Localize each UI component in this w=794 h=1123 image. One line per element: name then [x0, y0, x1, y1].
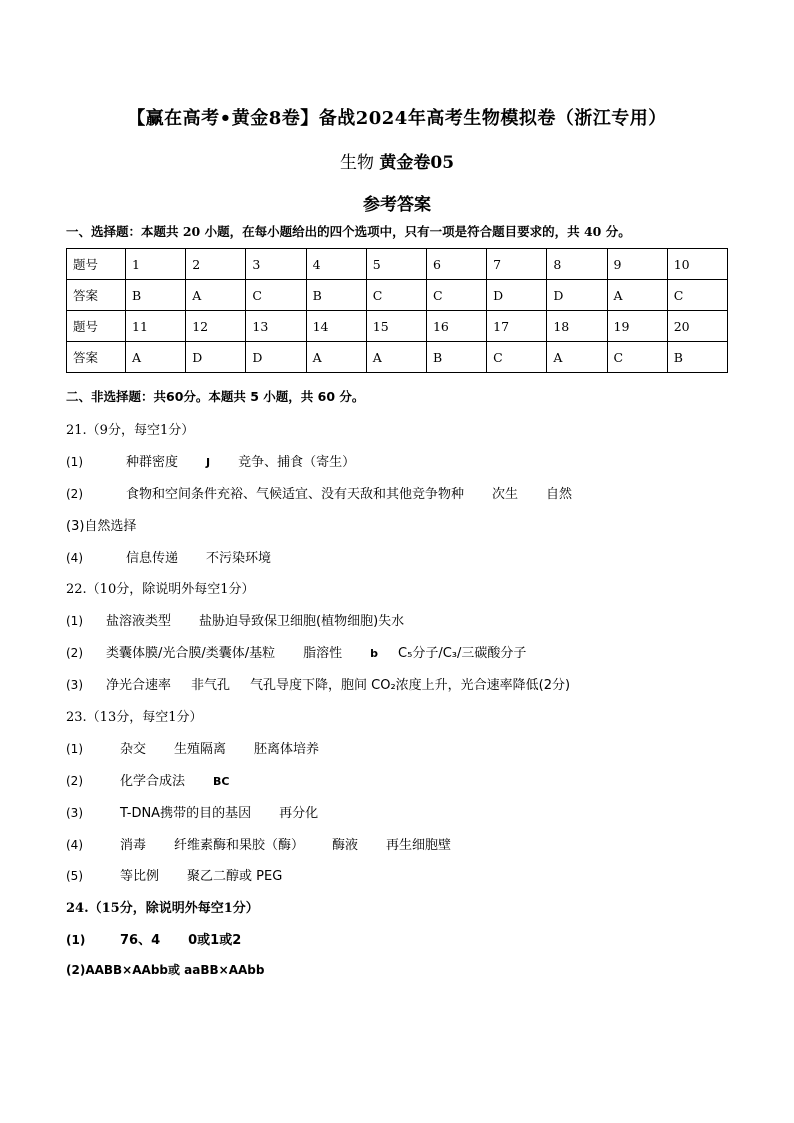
answer-text: 聚乙二醇或 PEG: [187, 869, 283, 884]
table-cell: 7: [487, 249, 547, 280]
answer-text: 再生细胞壁: [386, 838, 452, 853]
table-cell: D: [246, 342, 306, 373]
table-cell: C: [607, 342, 667, 373]
item-number: (1): [66, 742, 83, 756]
table-cell: A: [366, 342, 426, 373]
q23-line1: [66, 738, 319, 757]
question-number-row: [67, 249, 728, 280]
item-number: (1): [66, 614, 83, 628]
answer-text: 盐溶液类型: [106, 614, 172, 629]
q24-line1: [66, 929, 241, 948]
q21-line4: [66, 547, 271, 566]
q21-line2: [66, 483, 572, 502]
row-header-cell: 题号: [67, 311, 126, 342]
item-number: (5): [66, 869, 83, 883]
q22-line3: [66, 674, 570, 693]
subject-label: 生物: [339, 153, 374, 173]
q22-line2: [66, 642, 526, 661]
answer-text: 杂交: [120, 742, 147, 757]
question-number-row: [67, 311, 728, 342]
q21-heading: 21.（9分，每空1分）: [66, 423, 195, 438]
item-number: (4): [66, 838, 83, 852]
item-number: (3): [66, 678, 83, 692]
answer-text: 自然: [546, 487, 573, 502]
item-number: (4): [66, 551, 83, 565]
table-cell: 13: [246, 311, 306, 342]
table-cell: 6: [426, 249, 486, 280]
row-header-cell: 答案: [67, 342, 126, 373]
answer-text: 盐胁迫导致保卫细胞(植物细胞)失水: [199, 614, 405, 629]
table-cell: C: [426, 280, 486, 311]
table-cell: 18: [547, 311, 607, 342]
answer-text: b: [370, 647, 379, 660]
table-cell: 20: [667, 311, 727, 342]
q21-line1: [66, 451, 355, 470]
answer-text: 生殖隔离: [174, 742, 227, 757]
answer-heading: 参考答案: [363, 195, 431, 215]
item-number: (2): [66, 774, 83, 788]
table-cell: A: [126, 342, 186, 373]
answer-text: 类囊体膜/光合膜/类囊体/基粒: [106, 646, 276, 661]
table-cell: B: [426, 342, 486, 373]
q21-line3: (3)自然选择: [66, 519, 137, 534]
q23-line3: [66, 802, 318, 821]
table-cell: A: [186, 280, 246, 311]
table-cell: C: [366, 280, 426, 311]
q23-heading: 23.（13分，每空1分）: [66, 710, 203, 725]
document-title: 【赢在高考•黄金8卷】备战2024年高考生物模拟卷（浙江专用）: [127, 108, 667, 129]
answer-table: [66, 248, 728, 373]
answer-row: [67, 342, 728, 373]
row-header-cell: 答案: [67, 280, 126, 311]
q24-heading: 24.（15分，除说明外每空1分）: [66, 901, 259, 916]
answer-text: 纤维素酶和果胶（酶）: [174, 838, 305, 853]
table-cell: D: [487, 280, 547, 311]
item-number: (1): [66, 455, 83, 469]
answer-text: 等比例: [120, 869, 160, 884]
answer-text: 消毒: [120, 838, 147, 853]
answer-text: C₅分子/C₃/三碳酸分子: [398, 646, 527, 661]
section1-heading: 一、选择题：本题共 20 小题，在每小题给出的四个选项中，只有一项是符合题目要求的，共 40 分。: [66, 224, 631, 239]
q24-line2: (2)AABB×AAbb或 aaBB×AAbb: [66, 963, 265, 977]
answer-text: 76、4: [120, 933, 161, 948]
table-cell: 14: [306, 311, 366, 342]
table-cell: 17: [487, 311, 547, 342]
table-cell: 1: [126, 249, 186, 280]
table-cell: 10: [667, 249, 727, 280]
q23-line4: [66, 834, 451, 853]
table-cell: C: [487, 342, 547, 373]
answer-text: 次生: [492, 487, 519, 502]
section2-heading: 二、非选择题：共60分。本题共 5 小题，共 60 分。: [66, 389, 365, 404]
document-subtitle: [0, 148, 794, 173]
table-cell: 12: [186, 311, 246, 342]
row-header-cell: 题号: [67, 249, 126, 280]
answer-text: 竞争、捕食（寄生）: [238, 455, 356, 470]
answer-text: 气孔导度下降，胞间 CO₂浓度上升，光合速率降低(2分): [250, 678, 571, 693]
q22-line1: [66, 610, 404, 629]
table-cell: C: [667, 280, 727, 311]
q23-line5: [66, 865, 282, 884]
table-cell: B: [667, 342, 727, 373]
item-number: (2): [66, 646, 83, 660]
answer-text: 酶液: [332, 838, 359, 853]
answer-text: T-DNA携带的目的基因: [120, 806, 252, 821]
item-number: (1): [66, 933, 86, 947]
table-cell: D: [186, 342, 246, 373]
table-cell: 15: [366, 311, 426, 342]
table-cell: 4: [306, 249, 366, 280]
q23-line2: [66, 770, 229, 789]
table-cell: A: [547, 342, 607, 373]
answer-text: 种群密度: [126, 455, 179, 470]
q22-heading: 22.（10分，除说明外每空1分）: [66, 582, 255, 597]
table-cell: D: [547, 280, 607, 311]
table-cell: 9: [607, 249, 667, 280]
answer-text: 再分化: [279, 806, 319, 821]
table-cell: B: [126, 280, 186, 311]
item-number: (3): [66, 806, 83, 820]
table-cell: 2: [186, 249, 246, 280]
table-cell: 16: [426, 311, 486, 342]
answer-row: [67, 280, 728, 311]
answer-text: J: [206, 456, 211, 469]
table-cell: 11: [126, 311, 186, 342]
answer-text: 0或1或2: [188, 933, 242, 948]
table-cell: 3: [246, 249, 306, 280]
answer-text: 脂溶性: [303, 646, 343, 661]
paper-label: 黄金卷05: [379, 153, 455, 173]
item-number: (2): [66, 487, 83, 501]
answer-text: 不污染环境: [206, 551, 272, 566]
table-cell: 19: [607, 311, 667, 342]
answer-text: 胚离体培养: [254, 742, 320, 757]
table-cell: 8: [547, 249, 607, 280]
table-cell: A: [306, 342, 366, 373]
answer-text: 食物和空间条件充裕、气候适宜、没有天敌和其他竞争物种: [126, 487, 465, 502]
table-cell: 5: [366, 249, 426, 280]
answer-text: 非气孔: [191, 678, 231, 693]
table-cell: C: [246, 280, 306, 311]
answer-text: 净光合速率: [106, 678, 172, 693]
answer-text: BC: [213, 775, 230, 788]
answer-text: 信息传递: [126, 551, 179, 566]
table-cell: B: [306, 280, 366, 311]
table-cell: A: [607, 280, 667, 311]
answer-text: 化学合成法: [120, 774, 186, 789]
